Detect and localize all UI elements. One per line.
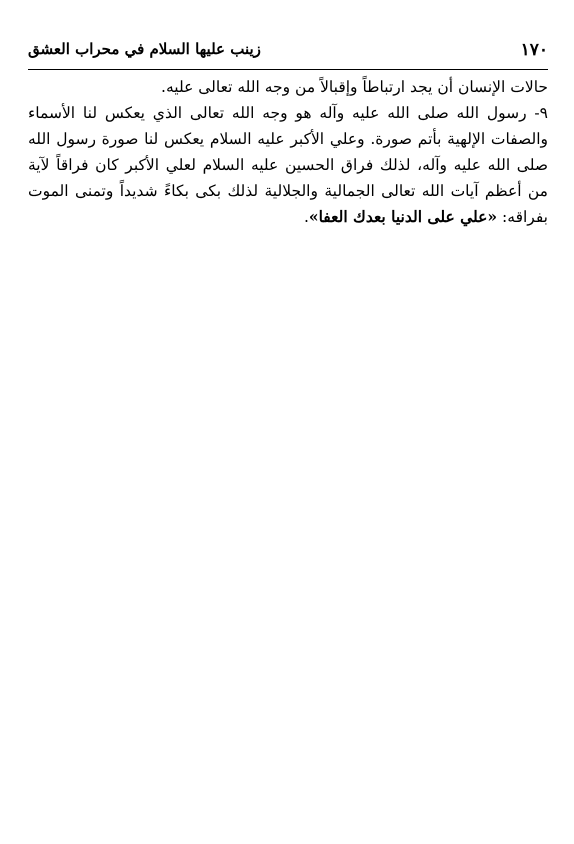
header-rule (28, 69, 548, 70)
page-number: ١٧٠ (520, 40, 548, 60)
body-text (28, 74, 548, 230)
continuation-paragraph: حالات الإنسان أن يجد ارتباطاً وإقبالاً من وجه الله تعالى عليه. (161, 78, 548, 96)
quote-text: «علي على الدنيا بعدك العفا» (308, 207, 498, 226)
running-head: زينب عليها السلام في محراب العشق (28, 40, 261, 58)
page-header (28, 38, 548, 68)
item-end: . (303, 208, 309, 226)
item-text: رسول الله صلى الله عليه وآله هو وجه الله تعالى الذي يعكس لنا الأسماء والصفات الإلهية بأتم صورة. وعلي الأكبر عليه السلام يعكس لنا صورة رسول الله صلى الله عليه وآله، لذلك فراق الحسين عليه السلام لعلي الأكبر كان فراقاً لآية من أعظم آيات الله تعالى الجمالية والجلالية لذلك بكى بكاءً شديداً وتمنى الموت بفراقه: (28, 104, 548, 226)
item-number: ٩- (526, 104, 548, 122)
numbered-item (28, 100, 548, 230)
